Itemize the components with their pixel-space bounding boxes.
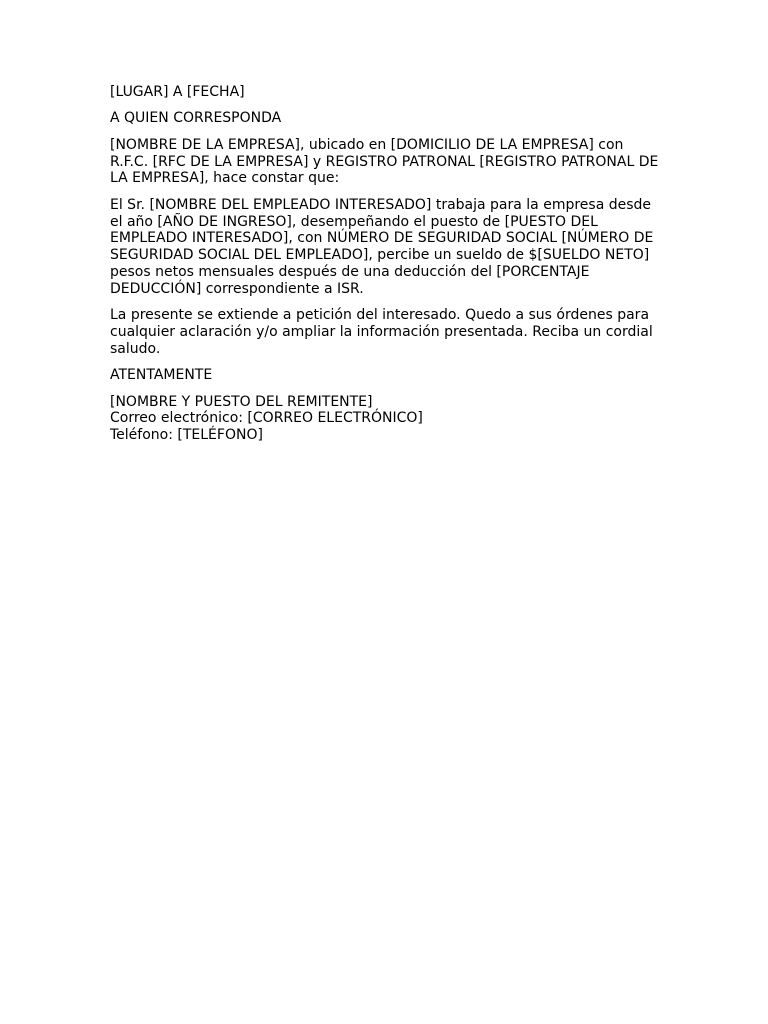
place-date: [LUGAR] A [FECHA]	[110, 84, 245, 100]
sender-name-position: [NOMBRE Y PUESTO DEL REMITENTE]	[110, 393, 373, 410]
letter-body	[110, 84, 662, 454]
intro-paragraph: [NOMBRE DE LA EMPRESA], ubicado en [DOMICILIO DE LA EMPRESA] con R.F.C. [RFC DE LA EMPRESA] y REGISTRO PATRONAL [REGISTRO PATRONAL DE LA EMPRESA], hace constar que:	[110, 136, 659, 187]
sender-email: Correo electrónico: [CORREO ELECTRÓNICO]	[110, 410, 423, 427]
body-paragraph: El Sr. [NOMBRE DEL EMPLEADO INTERESADO] trabaja para la empresa desde el año [AÑO DE INGRESO], desempeñando el puesto de [PUESTO DEL EMPLEADO INTERESADO], con NÚMERO DE SEGURIDAD SOCIAL [NÚMERO DE SEGURIDAD SOCIAL DEL EMPLEADO], percibe un sueldo de $[SUELDO NETO] pesos netos mensuales después de una deducción del [PORCENTAJE DEDUCCIÓN] correspondiente a ISR.	[110, 196, 654, 297]
signature-block	[110, 394, 662, 444]
sender-phone: Teléfono: [TELÉFONO]	[110, 427, 263, 444]
closing-paragraph: La presente se extiende a petición del interesado. Quedo a sus órdenes para cualquier aclaración y/o ampliar la información presentada. Reciba un cordial saludo.	[110, 307, 653, 357]
sign-off: ATENTAMENTE	[110, 367, 213, 384]
salutation: A QUIEN CORRESPONDA	[110, 110, 282, 127]
